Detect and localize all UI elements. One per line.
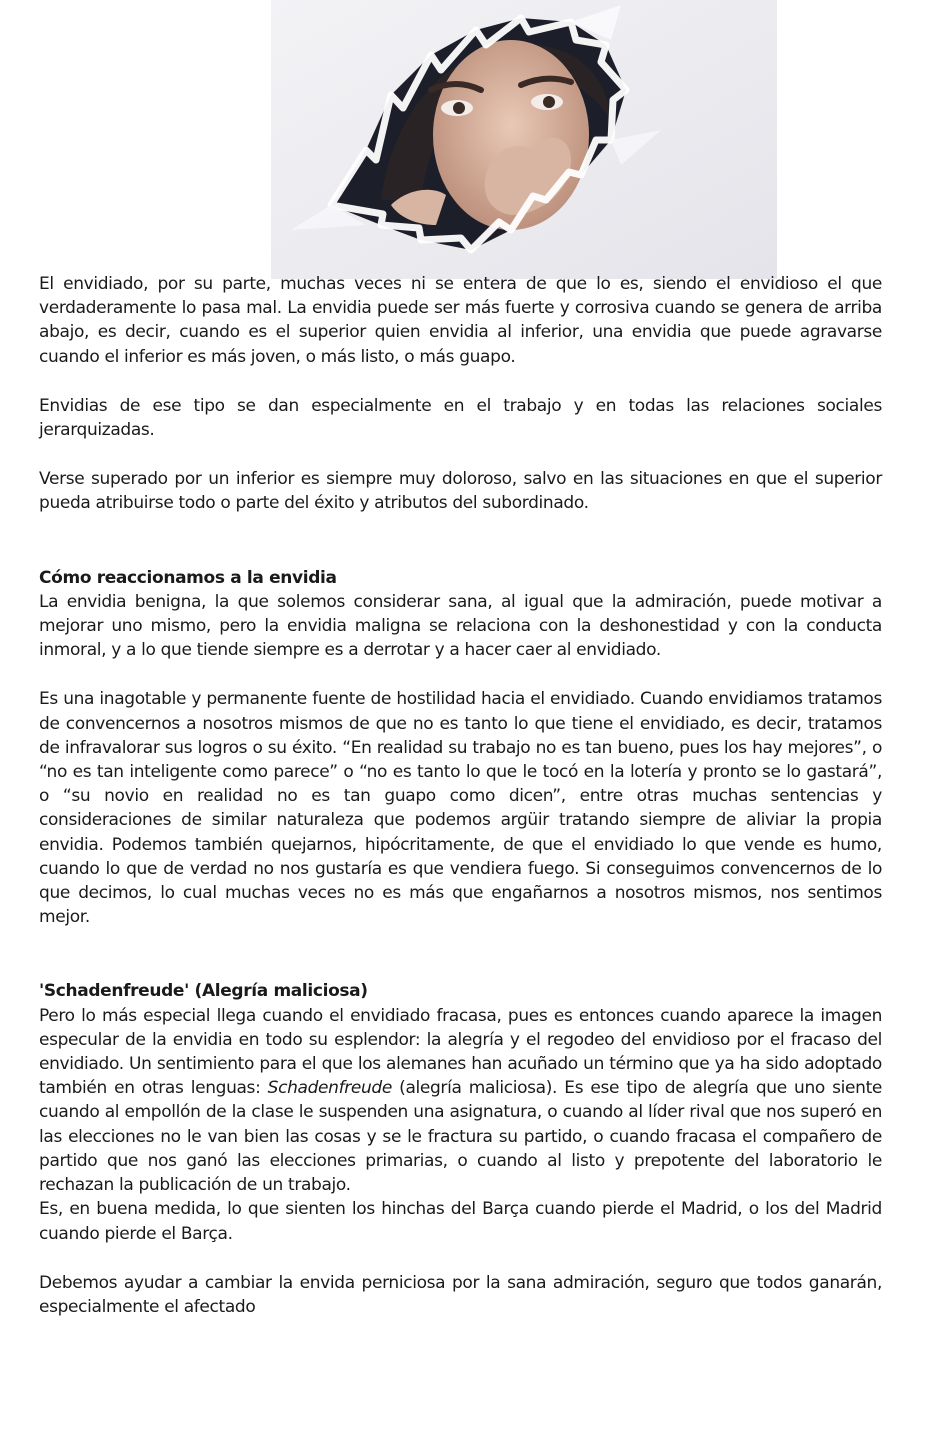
paragraph: La envidia benigna, la que solemos considerar sana, al igual que la admiración, puede motivar a mejorar uno mismo, pero la envidia maligna se relaciona con la deshonestidad y con la conducta inmoral, y a lo que tiende siempre es a derrotar y a hacer caer al envidiado. <box>39 591 882 661</box>
article-body <box>39 272 882 1319</box>
paragraph: Envidias de ese tipo se dan especialmente en el trabajo y en todas las relaciones sociales jerarquizadas. <box>39 395 882 441</box>
article-image <box>271 0 777 279</box>
paragraph-text: (alegría maliciosa). Es ese tipo de alegría que uno siente cuando al empollón de la clase le suspenden una asignatura, o cuando al líder rival que nos superó en las elecciones no le van bien las cosas y se le fractura su partido, o cuando fracasa el compañero de partido que nos ganó las elecciones primarias, o cuando al listo y prepotente del laboratorio le rechazan la publicación de un trabajo. <box>39 1078 882 1196</box>
paragraph: Debemos ayudar a cambiar la envida perniciosa por la sana admiración, seguro que todos ganarán, especialmente el afectado <box>39 1272 882 1317</box>
paragraph: El envidiado, por su parte, muchas veces ni se entera de que lo es, siendo el envidioso el que verdaderamente lo pasa mal. La envidia puede ser más fuerte y corrosiva cuando se genera de arriba abajo, es decir, cuando es el superior quien envidia al inferior, una envidia que puede agravarse cuando el inferior es más joven, o más listo, o más guapo. <box>39 274 882 367</box>
paragraph: Es, en buena medida, lo que sienten los hinchas del Barça cuando pierde el Madrid, o los del Madrid cuando pierde el Barça. <box>39 1199 882 1244</box>
paragraph-text: Pero lo más especial llega cuando el envidiado fracasa, pues es entonces cuando aparece la imagen especular de la envidia en todo su esplendor: la alegría y el regodeo del envidioso por el fracaso del envidiado. Un sentimiento para el que los alemanes han acuñado un término que ya ha sido adoptado también en otras lenguas: <box>39 1005 882 1099</box>
paragraph: Es una inagotable y permanente fuente de hostilidad hacia el envidiado. Cuando envidiamos tratamos de convencernos a nosotros mismos de que no es tanto lo que tiene el envidiado, es decir, tratamos de infravalorar sus logros o su éxito. “En realidad su trabajo no es tan bueno, pues los hay mejores”, o “no es tan inteligente como parece” o “no es tanto lo que le tocó en la lotería y pronto se lo gastará”, o “su novio en realidad no es tan guapo como dicen”, entre otras muchas sentencias y consideraciones de similar naturaleza que podemos argüir tratando siempre de aliviar la propia envidia. Podemos también quejarnos, hipócritamente, de que el envidiado lo que vende es humo, cuando lo que de verdad no nos gustaría es que vendiera fuego. Si conseguimos convencernos de lo que decimos, lo cual muchas veces no es más que engañarnos a nosotros mismos, nos sentimos mejor. <box>39 689 882 928</box>
paragraph <box>39 1004 882 1198</box>
section-heading: 'Schadenfreude' (Alegría maliciosa) <box>39 981 368 1002</box>
emphasized-term: Schadenfreude <box>267 1078 392 1099</box>
paragraph: Verse superado por un inferior es siempre muy doloroso, salvo en las situaciones en que el superior pueda atribuirse todo o parte del éxito y atributos del subordinado. <box>39 469 882 514</box>
section-heading: Cómo reaccionamos a la envidia <box>39 567 337 588</box>
woman-peeking-through-torn-paper-icon <box>271 0 777 279</box>
